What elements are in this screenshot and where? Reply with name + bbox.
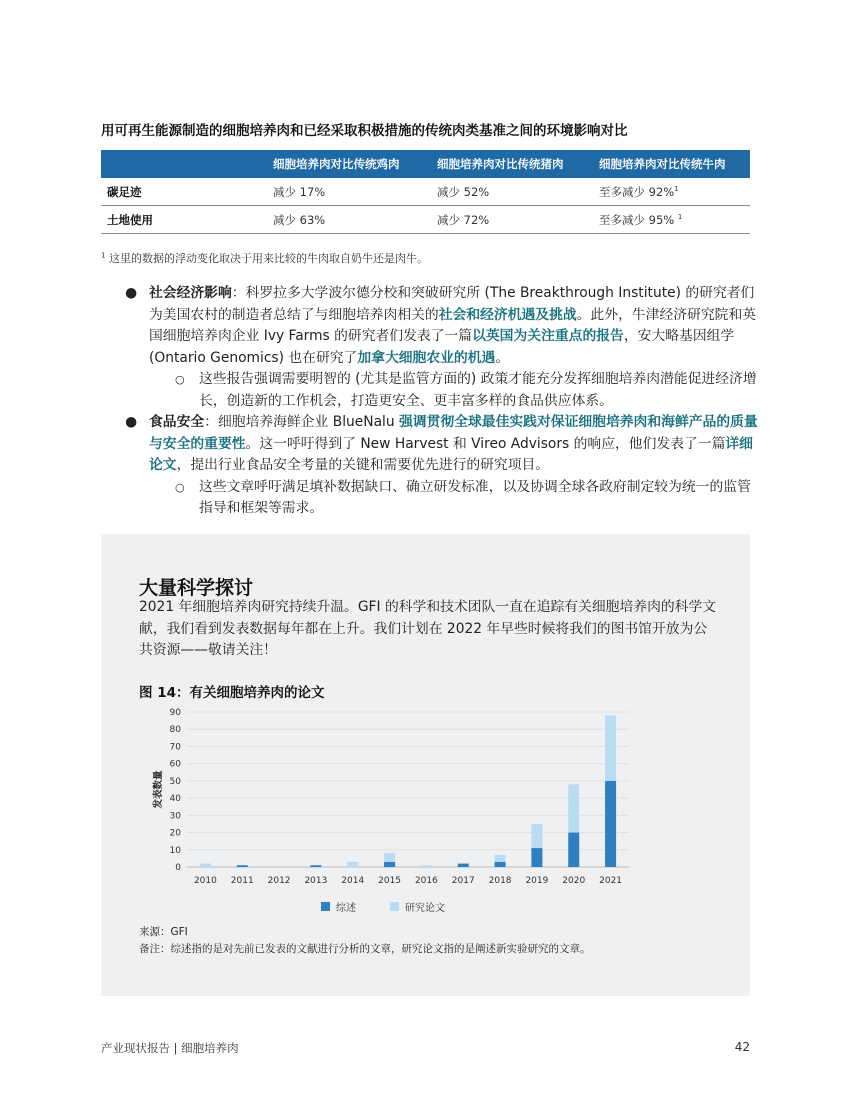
legend-item-review: 综述 [321,899,356,914]
cell-pork: 减少 72% [431,206,593,234]
cell-pork: 减少 52% [431,178,593,206]
bar-research [605,715,616,780]
legend-swatch-review [321,902,330,911]
y-tick-label: 90 [169,708,181,718]
y-tick-label: 50 [169,776,181,787]
bullet-icon: ● [125,414,138,430]
link-social-economic[interactable]: 社会和经济机遇及挑战 [438,306,577,323]
link-detailed-paper[interactable]: 详细论文 [149,435,753,473]
bar-research [568,784,579,832]
link-best-practices[interactable]: 强调贯彻全球最佳实践对保证细胞培养肉和海鲜产品的质量与安全的重要性 [149,414,758,452]
x-tick-label: 2017 [451,876,475,886]
footnote-ref: 1 [677,212,683,221]
sub-bullet-icon: ○ [175,480,185,494]
bar-review [237,865,248,867]
row-label: 土地使用 [101,206,267,234]
bar-review [605,781,616,867]
sub-bullet-item: ○ 这些报告强调需要明智的 (尤其是监管方面的) 政策才能充分发挥细胞培养肉潜能促进经济增长，创造新的工作机会，打造更安全、更丰富多样的食品供应体系。 [175,371,757,409]
y-tick-label: 60 [169,759,181,770]
y-tick-label: 40 [169,794,181,805]
chart-legend [321,899,479,914]
bullet-item-socioeconomic: ● 社会经济影响：科罗拉多大学波尔德分校和突破研究所 (The Breakthrough Institute) 的研究者们为美国农村的制造者总结了与细胞培养肉相关的社会和经济机遇及挑战。此外，牛津经济研究院和英国细胞培养肉企业 Ivy Farms 的研究者们发表了一篇以英国为关注重点的报告，安大略基因组学 (Ontario Genomics) 也在研究了加拿大细胞农业的机遇。 [125,285,757,366]
table-header-chicken: 细胞培养肉对比传统鸡肉 [267,150,431,178]
bar-review [568,833,579,867]
bar-review [384,862,395,867]
link-uk-report[interactable]: 以英国为关注重点的报告 [472,328,624,344]
legend-swatch-research [390,902,399,911]
bar-review [310,865,321,867]
cell-chicken: 减少 17% [267,178,431,206]
x-tick-label: 2020 [562,876,586,886]
sub-bullet-item: ○ 这些文章呼吁满足填补数据缺口、确立研发标准，以及协调全球各政府制定较为统一的监管指导和框架等需求。 [175,478,751,516]
comparison-table [101,150,750,234]
footer-report-title: 产业现状报告 | 细胞培养肉 [101,1041,239,1055]
bar-research [384,853,395,862]
x-tick-label: 2015 [378,876,402,886]
x-tick-label: 2010 [193,876,217,886]
figure-note: 备注：综述指的是对先前已发表的文献进行分析的文章，研究论文指的是阐述新实验研究的文章。 [139,943,591,955]
x-tick-label: 2016 [414,876,438,886]
table-title: 用可再生能源制造的细胞培养肉和已经采取积极措施的传统肉类基准之间的环境影响对比 [101,123,628,139]
x-tick-label: 2011 [230,876,254,886]
link-canada-opportunities[interactable]: 加拿大细胞农业的机遇 [357,349,496,366]
x-tick-label: 2013 [304,876,328,886]
figure-source: 来源：GFI [139,926,188,938]
cell-chicken: 减少 63% [267,206,431,234]
y-tick-label: 70 [169,742,181,753]
bar-review [531,848,542,867]
bar-research [531,824,542,848]
x-tick-label: 2018 [488,876,512,886]
bar-research [421,865,432,867]
figure-title: 图 14：有关细胞培养肉的论文 [139,685,325,701]
panel-body: 2021 年细胞培养肉研究持续升温。GFI 的科学和技术团队一直在追踪有关细胞培养肉的科学文献，我们看到发表数据每年都在上升。我们计划在 2022 年早些时候将我们的图书馆开放为公共资源——敬请关注！ [139,599,717,658]
y-axis-label: 发表数量 [153,770,164,809]
bullet-title: 社会经济影响 [149,285,232,301]
bar-review [495,862,506,867]
bullet-item-food-safety: ● 食品安全：细胞培养海鲜企业 BlueNalu 强调贯彻全球最佳实践对保证细胞培养肉和海鲜产品的质量与安全的重要性。这一呼吁得到了 New Harvest 和 Vireo Advisors 的响应，他们发表了一篇详细论文，提出行业食品安全考量的关键和需要优先进行的研究项目。 [125,414,758,473]
x-tick-label: 2021 [599,876,623,886]
table-header-pork: 细胞培养肉对比传统猪肉 [431,150,593,178]
table-header-blank [101,150,267,178]
bar-research [200,864,211,867]
y-tick-label: 20 [169,828,181,839]
row-label: 碳足迹 [101,178,267,206]
papers-bar-chart [139,700,639,895]
bullet-list [101,283,761,520]
table-row [101,178,750,206]
table-footnote: $^1$ 这里的数据的浮动变化取决于用来比较的牛肉取自奶牛还是肉牛。 [101,251,428,265]
table-header-beef: 细胞培养肉对比传统牛肉 [593,150,750,178]
legend-item-research: 研究论文 [390,899,445,914]
y-tick-label: 30 [169,811,181,822]
cell-beef: 至多减少 95% $^1$ [593,206,750,234]
bar-research [347,862,358,867]
sub-bullet-icon: ○ [175,373,185,386]
bar-research [495,855,506,862]
page-number: 42 [734,1040,750,1054]
y-tick-label: 10 [169,845,181,856]
bullet-icon: ● [125,285,138,301]
x-tick-label: 2014 [341,876,365,886]
table-header-row [101,150,750,178]
panel-title: 大量科学探讨 [139,577,254,599]
table-row [101,206,750,234]
x-tick-label: 2012 [267,876,291,886]
y-tick-label: 80 [169,725,181,736]
bullet-title: 食品安全 [149,414,205,430]
x-tick-label: 2019 [525,876,549,886]
bar-review [458,864,469,867]
cell-beef: 至多减少 92%$^1$ [593,178,750,206]
y-tick-label: 0 [175,863,181,873]
footnote-ref: 1 [674,184,679,193]
